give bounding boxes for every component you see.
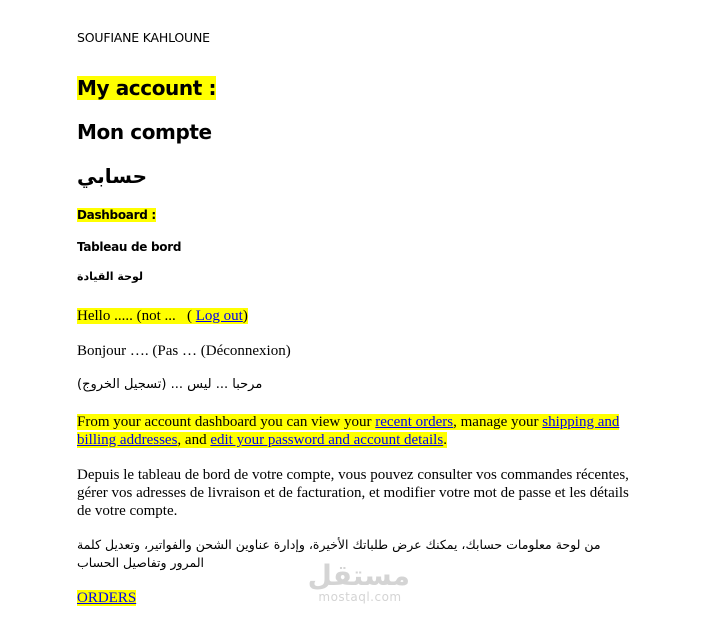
greeting-english-highlight <box>77 308 248 324</box>
heading-arabic-account: حسابي <box>77 164 148 188</box>
greeting-suffix: ) <box>242 308 248 324</box>
edit-account-details-link[interactable]: edit your password and account details <box>210 432 444 448</box>
dashboard-text-english <box>77 413 637 449</box>
dashboard-text-part4: . <box>443 432 447 448</box>
greeting-arabic: مرحبا ... ليس ... (تسجيل الخروج) <box>77 377 263 392</box>
greeting-english <box>77 307 248 325</box>
watermark-logo-arabic: مستقل <box>307 559 410 592</box>
orders-heading <box>77 589 136 607</box>
mostaql-watermark <box>307 559 410 604</box>
orders-highlight <box>77 590 136 606</box>
subheading-dashboard <box>77 207 156 223</box>
recent-orders-link[interactable]: recent orders <box>375 414 454 430</box>
author-name: SOUFIANE KAHLOUNE <box>77 30 210 45</box>
dashboard-text-english-highlight <box>77 414 619 448</box>
subheading-tableau-de-bord: Tableau de bord <box>77 240 182 254</box>
shipping-billing-addresses-link[interactable]: shipping and billing addresses <box>77 414 620 448</box>
dashboard-text-part1: From your account dashboard you can view your <box>77 414 376 430</box>
greeting-french: Bonjour …. (Pas … (Déconnexion) <box>77 343 291 359</box>
subheading-arabic-dashboard: لوحة القيادة <box>77 270 144 283</box>
heading-my-account-text: My account : <box>77 76 217 100</box>
watermark-logo-domain: mostaql.com <box>318 590 402 604</box>
logout-link[interactable]: Log out <box>195 308 243 324</box>
dashboard-text-part3: , and <box>177 432 211 448</box>
orders-link[interactable]: ORDERS <box>77 590 137 606</box>
dashboard-text-part2: , manage your <box>453 414 543 430</box>
dashboard-text-french: Depuis le tableau de bord de votre compte, vous pouvez consulter vos commandes récentes, gérer vos adresses de livraison et de facturation, et modifier votre mot de passe et les détails de votre compte. <box>77 467 629 519</box>
heading-mon-compte: Mon compte <box>77 120 212 144</box>
greeting-prefix: Hello ..... (not ... ( <box>77 308 196 324</box>
dashboard-text-arabic: من لوحة معلومات حسابك، يمكنك عرض طلباتك الأخيرة، وإدارة عناوين الشحن والفواتير، وتعديل كلمة المرور وتفاصيل الحساب <box>77 537 601 570</box>
subheading-dashboard-text: Dashboard : <box>77 208 156 222</box>
heading-my-account <box>77 75 216 101</box>
